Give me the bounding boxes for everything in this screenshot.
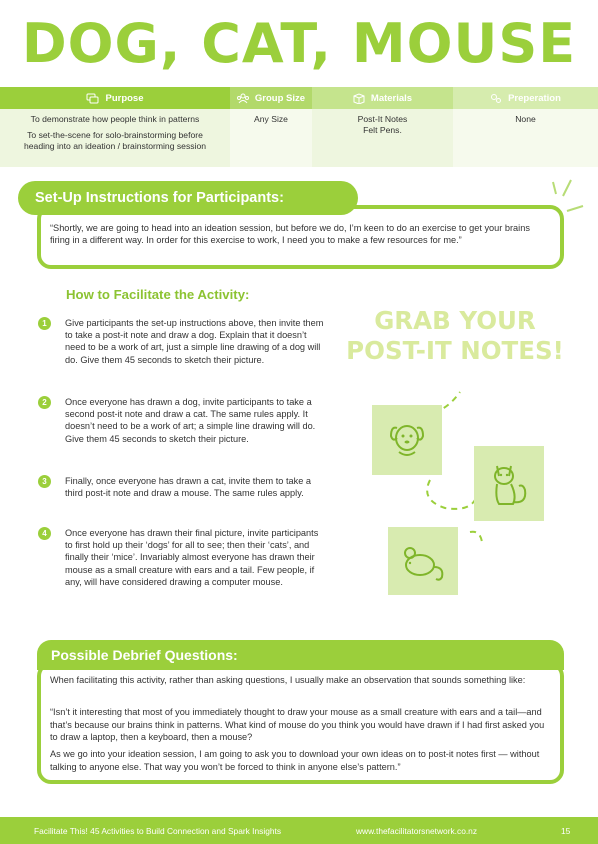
debrief-paragraph-2: “Isn’t it interesting that most of you immediately thought to draw your mouse as a small creature with ears and a tail—and that’s because our brains think in patterns. What kind of mouse do you think you would have drawn if I had first asked you to draw a laptop, then a keyboard, then a mouse?: [50, 707, 545, 742]
step-text: Finally, once everyone has drawn a cat, invite them to take a third post-it note and draw a mouse. The same rules apply.: [65, 476, 311, 499]
purpose-header: [0, 87, 230, 109]
groupsize-cell: Any Size: [254, 114, 288, 124]
preparation-header-label: Preperation: [508, 92, 561, 104]
footer-url[interactable]: www.thefacilitatorsnetwork.co.nz: [356, 826, 478, 836]
materials-line-1: Post-It Notes: [357, 114, 408, 124]
page-title: DOG, CAT, MOUSE: [21, 12, 577, 75]
materials-cell: [312, 109, 453, 167]
box-icon: [353, 93, 365, 104]
postit-cat: [474, 446, 544, 521]
grab-postit-callout: [340, 306, 570, 366]
groupsize-header: [230, 87, 312, 109]
grab-line-2: POST-IT NOTES!: [346, 336, 564, 365]
step-number: 3: [38, 475, 51, 488]
chat-icon: [86, 93, 99, 104]
step-text: Once everyone has drawn a dog, invite participants to take a second post-it note and draw a cat. The same rules apply. It doesn’t need to be a work of art; a simple line drawing will do. Give them 45 seconds to sketch their picture.: [65, 397, 316, 444]
page-footer: [0, 817, 598, 844]
purpose-line-2: To set-the-scene for solo-brainstorming before heading into an ideation / brainstorming session: [23, 130, 207, 151]
materials-header: [312, 87, 453, 109]
howto-heading: How to Facilitate the Activity:: [66, 287, 250, 302]
cat-icon: [485, 456, 533, 512]
postit-dog: [372, 405, 442, 475]
setup-heading: Set-Up Instructions for Participants:: [18, 181, 358, 215]
footer-book-title: Facilitate This! 45 Activities to Build Connection and Spark Insights: [34, 826, 282, 836]
step-number: 2: [38, 396, 51, 409]
postit-mouse: [388, 527, 458, 595]
materials-header-label: Materials: [370, 92, 413, 104]
grab-line-1: GRAB YOUR: [374, 306, 536, 335]
mouse-icon: [396, 539, 450, 583]
purpose-line-1: To demonstrate how people think in patterns: [30, 114, 200, 124]
materials-line-2: Felt Pens.: [363, 125, 402, 135]
purpose-cell: [0, 109, 230, 167]
gear-icon: [490, 93, 502, 104]
purpose-header-label: Purpose: [105, 92, 144, 104]
step-number: 1: [38, 317, 51, 330]
spark-lines-icon: [545, 178, 585, 216]
footer-page-number: 15: [561, 826, 571, 836]
debrief-paragraph-1: When facilitating this activity, rather than asking questions, I usually make an observation that sounds something like:: [50, 675, 526, 685]
debrief-heading: Possible Debrief Questions:: [37, 640, 564, 670]
group-icon: [237, 93, 249, 104]
step-number: 4: [38, 527, 51, 540]
preparation-cell: None: [515, 114, 536, 124]
setup-text: “Shortly, we are going to head into an ideation session, but before we do, I’m keen to do an exercise to get your brains firing in a different way. In order for this exercise to work, I need you to make a few resources for me.”: [50, 223, 530, 245]
dog-icon: [383, 416, 431, 464]
debrief-paragraph-3: As we go into your ideation session, I am going to ask you to download your own ideas on to post-it notes first — without talking to anyone else. That way you won’t be forced to think in anyone else’s pattern.”: [50, 749, 540, 772]
step-text: Once everyone has drawn their final picture, invite participants to first hold up their ‘dogs’ for all to see; then their ‘cats’, and finally their ‘mice’. Invariably almost everyone has drawn their mouse as a small creature with ears and a tail. Few people, if any, will have considered drawing a computer mouse.: [65, 528, 319, 587]
step-text: Give participants the set-up instructions above, then invite them to take a post-it note and draw a dog. Explain that it doesn’t need to be a work of art, just a simple line drawing of a dog will do. Give them 45 seconds to sketch their picture.: [65, 318, 324, 365]
info-table: [0, 87, 598, 167]
groupsize-header-label: Group Size: [254, 92, 306, 104]
preparation-header: [453, 87, 598, 109]
